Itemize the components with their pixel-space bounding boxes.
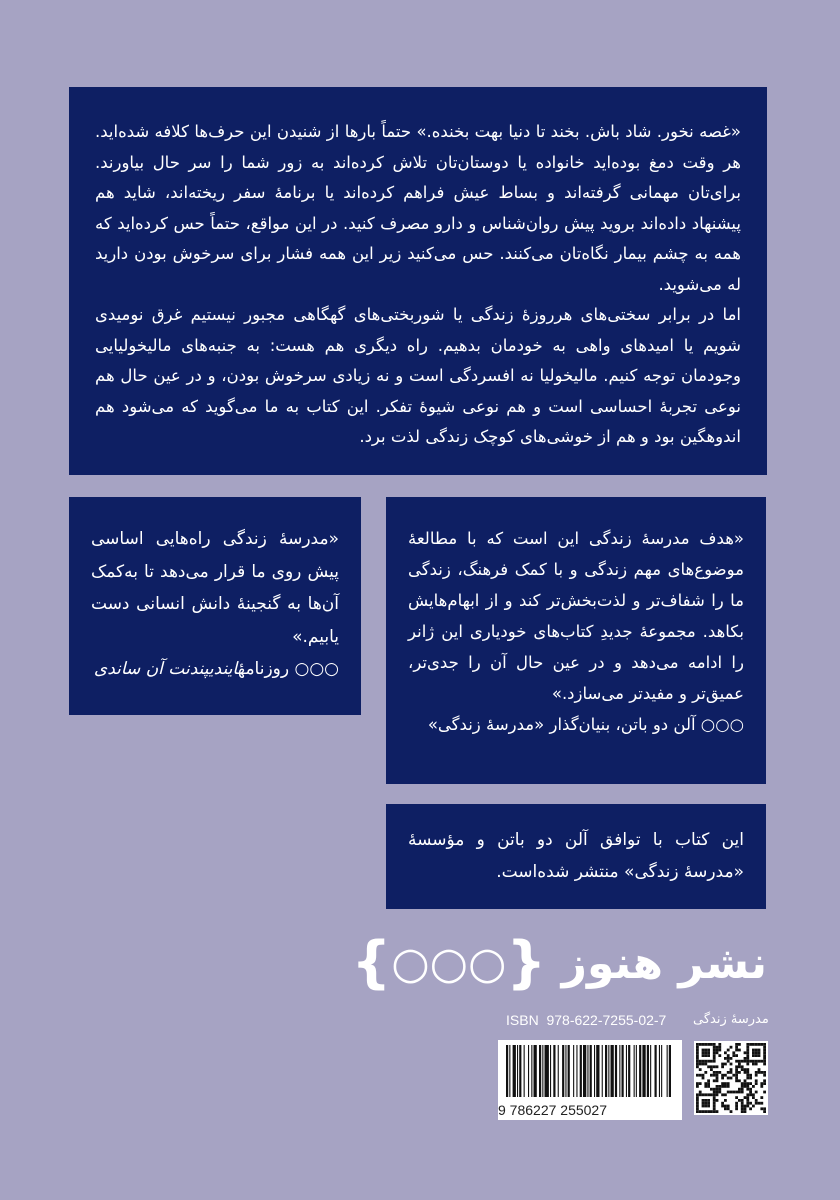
- publisher-logo: [351, 928, 767, 999]
- isbn-number: 978-622-7255-02-7: [546, 1012, 667, 1028]
- brace-close: }: [351, 930, 392, 995]
- de-botton-attribution: ○○○ آلن دو باتن، بنیان‌گذار «مدرسهٔ زندگی»: [427, 715, 744, 734]
- independent-attribution: [91, 653, 339, 686]
- attribution-prefix: ○○○ روزنامهٔ: [237, 659, 339, 679]
- attribution-source: ایندیپندنت آن ساندی: [93, 659, 238, 679]
- de-botton-quote: «هدف مدرسهٔ زندگی این است که با مطالعهٔ موضوع‌های مهم زندگی و با کمک فرهنگ، زندگی ما را شفاف‌تر و لذت‌بخش‌تر کند و از ابهام‌هایش بکاهد. مجموعهٔ جدیدِ کتاب‌های خودیاری این ژانر را ادامه می‌دهد و در عین حال آن را جدی‌تر، عمیق‌تر و مفیدتر می‌سازد.»: [408, 529, 744, 703]
- qr-code: [694, 1041, 768, 1115]
- independent-quote-panel: [69, 497, 361, 715]
- publisher-mark: ○○○: [391, 938, 507, 989]
- blurb-paragraph-1: «غصه نخور. شاد باش. بخند تا دنیا بهت بخنده.» حتماً بارها از شنیدن این حرف‌ها کلافه شده‌اید. هر وقت دمغ بوده‌اید خانواده یا دوستان‌تان تلاش کرده‌اند به زور شما را سر حال بیاورند. برای‌تان مهمانی گرفته‌اند و بساط عیش فراهم کرده‌اند یا برنامهٔ سفر ریخته‌اند، شاید هم پیشنهاد داده‌اند بروید پیش روان‌شناس و دارو مصرف کنید. در این مواقع، حتماً حس کرده‌اید که همه به چشم بیمار نگاه‌تان می‌کنند. حس می‌کنید زیر این همه فشار برای سرخوش بودن دارید له می‌شوید.: [95, 122, 741, 294]
- blurb-panel: [69, 87, 767, 475]
- publisher-name: نشر هنوز: [561, 938, 767, 989]
- qr-code-pattern: [694, 1041, 768, 1115]
- independent-quote: «مدرسهٔ زندگی راه‌هایی اساسی پیش روی ما قرار می‌دهد تا به‌کمک آن‌ها به گنجینهٔ دانش انسانی دست یابیم.»: [91, 529, 339, 647]
- barcode-bars: [504, 1045, 676, 1097]
- isbn-label: ISBN: [506, 1012, 539, 1028]
- barcode: [498, 1040, 682, 1120]
- de-botton-quote-panel: [386, 497, 766, 784]
- blurb-paragraph-2: اما در برابر سختی‌های هرروزهٔ زندگی یا شوربختی‌های گهگاهی مجبور نیستیم غرق نومیدی شویم یا امیدهای واهی به خودمان بدهیم. راه دیگری هم هست: به جنبه‌های مالیخولیایی وجودمان توجه کنیم. مالیخولیا نه افسردگی است و نه زیادی سرخوش بودن، و در عین حال هم نوعی تجربهٔ احساسی است و هم نوعی شیوهٔ تفکر. این کتاب به ما می‌گوید که می‌شود هم اندوهگین بود و هم از خوشی‌های کوچک زندگی لذت برد.: [95, 305, 741, 446]
- series-name: مدرسهٔ زندگی: [693, 1012, 769, 1027]
- barcode-digits: 9 786227 255027: [498, 1102, 607, 1118]
- rights-note-panel: [386, 804, 766, 909]
- rights-note: این کتاب با توافق آلن دو باتن و مؤسسهٔ «مدرسهٔ زندگی» منتشر شده‌است.: [408, 830, 744, 882]
- isbn-line: [506, 1012, 666, 1028]
- brace-open: {: [506, 930, 547, 995]
